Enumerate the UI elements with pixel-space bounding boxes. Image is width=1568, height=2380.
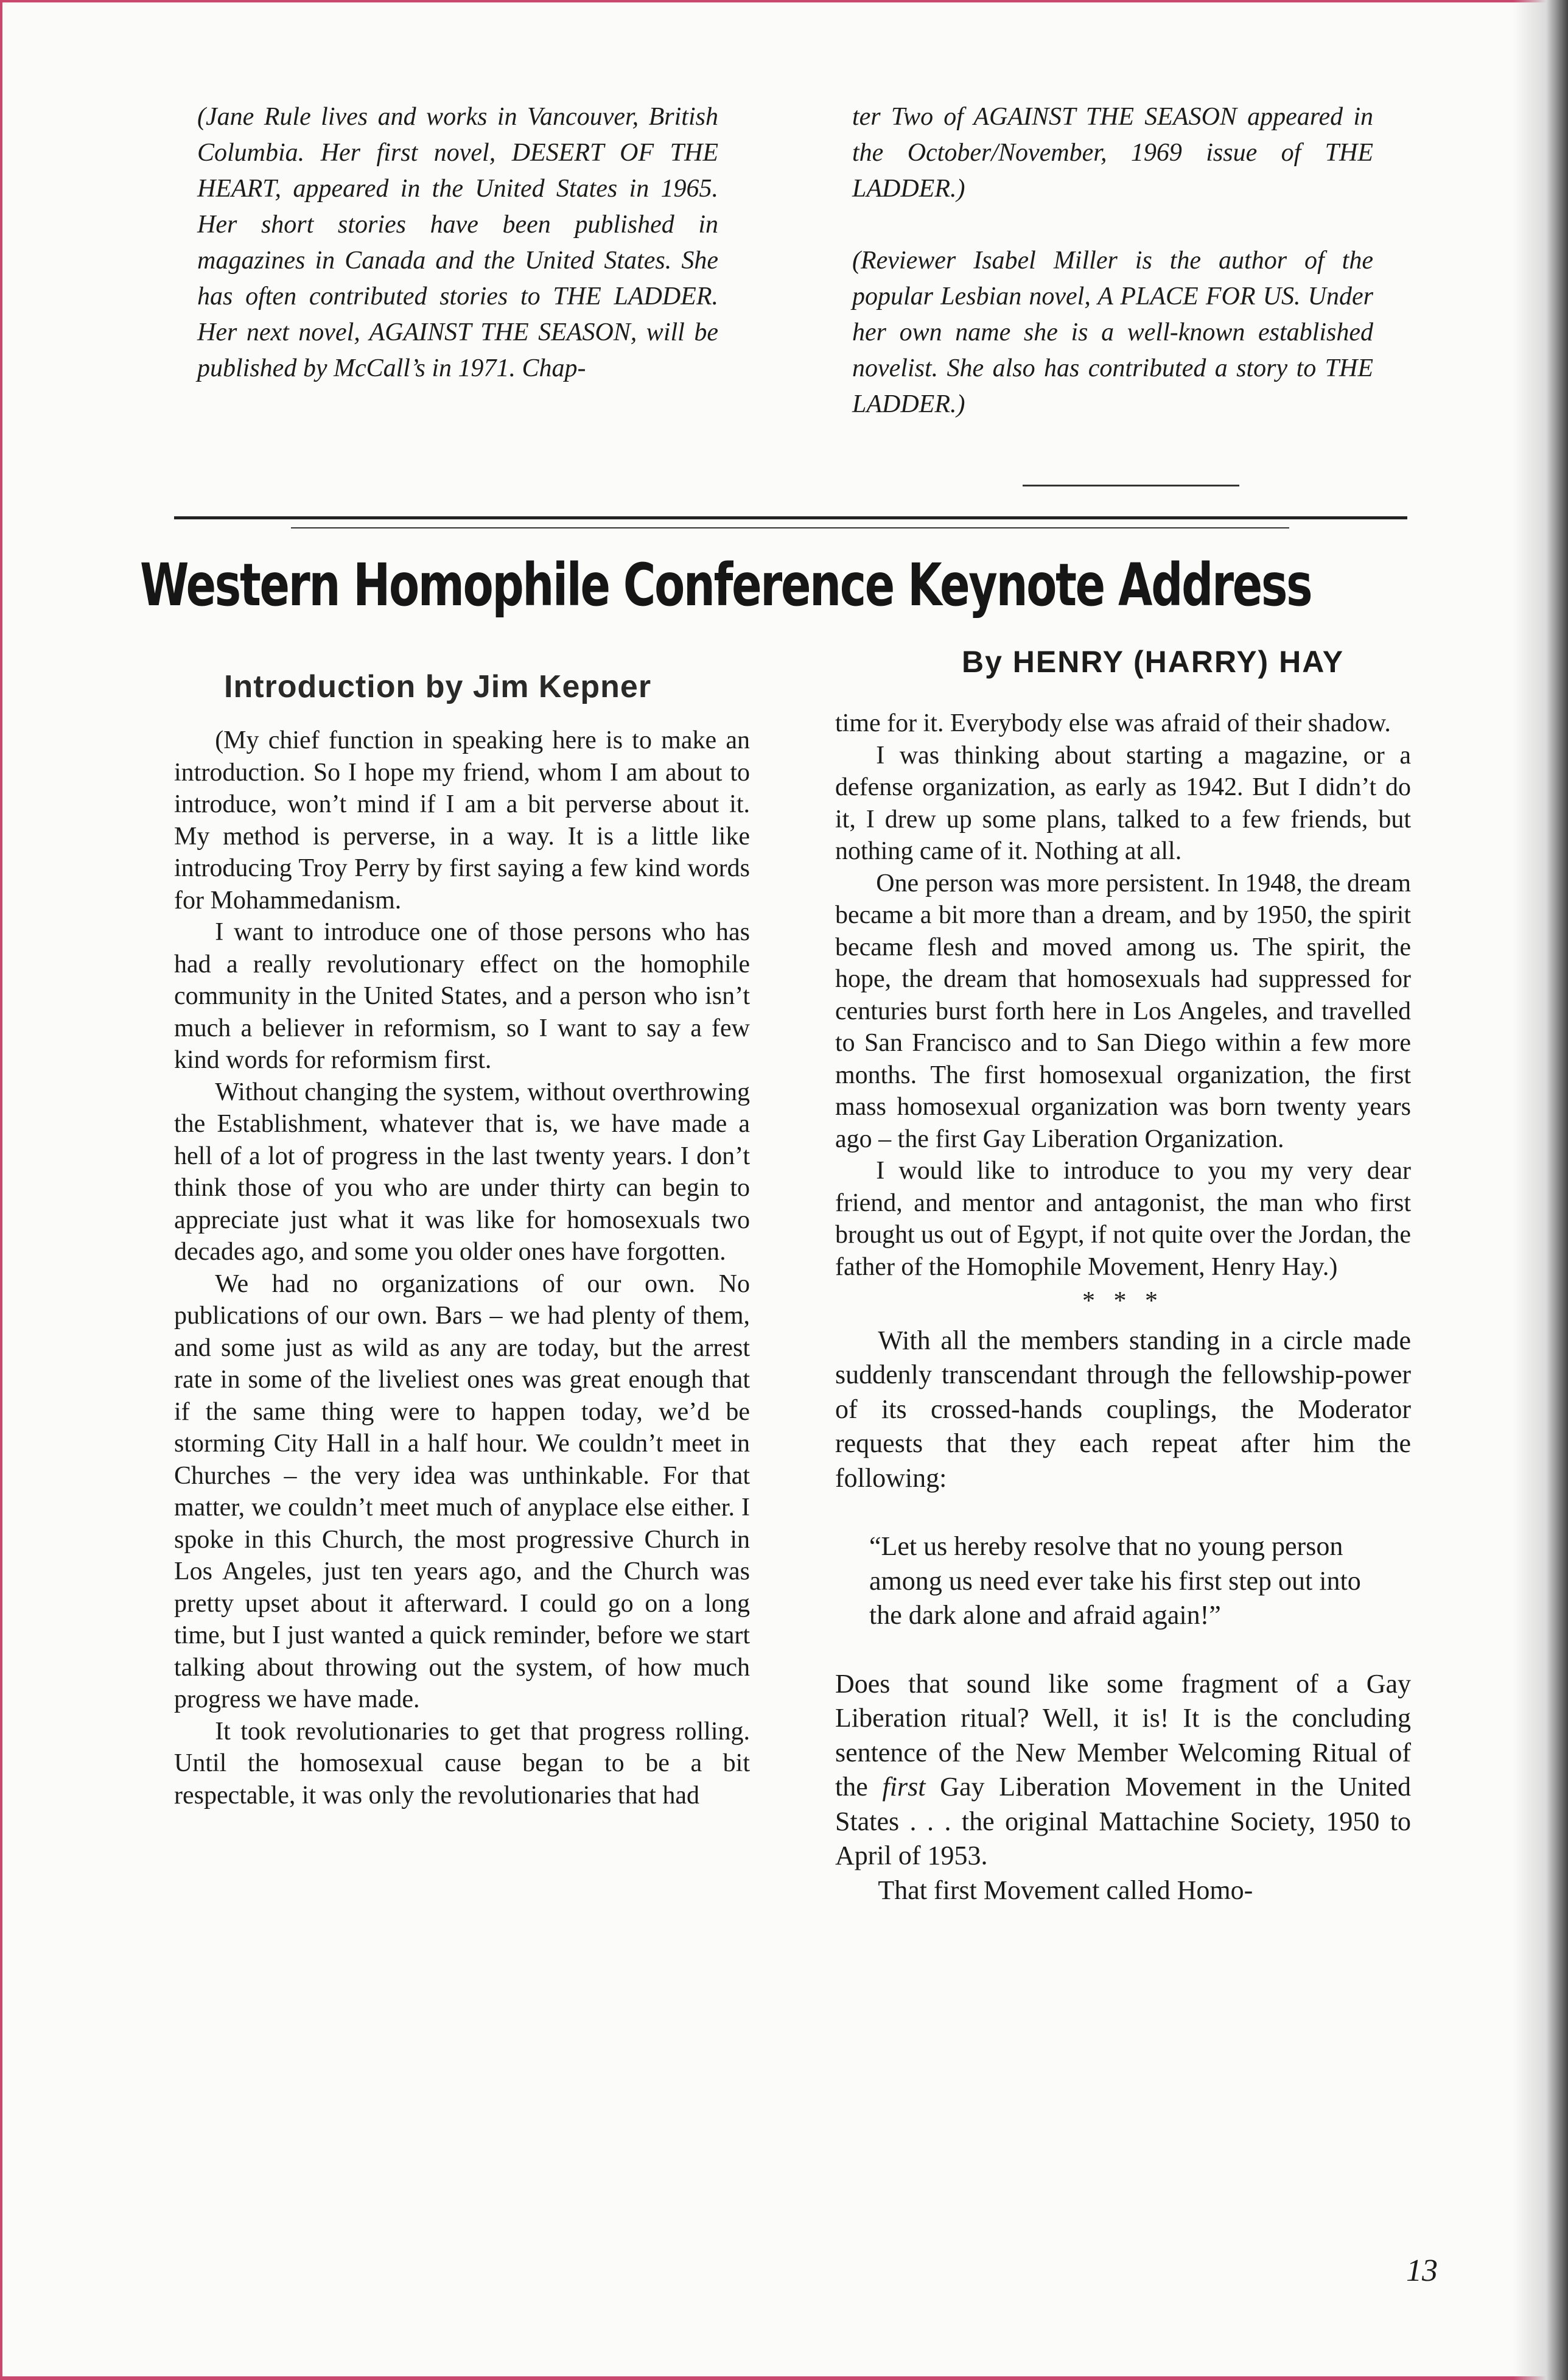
reviewer-bio-text: (Reviewer Isabel Miller is the author of the popular Lesbian novel, A PLACE FOR US. Under her own name she is a well-known established novelist. She also has contributed a story to THE LADDER.) bbox=[852, 247, 1373, 418]
column-right bbox=[835, 707, 1411, 1908]
section-divider-thin bbox=[291, 527, 1289, 528]
paragraph: I was thinking about starting a magazine, or a defense organization, as early as 1942. But I didn’t do it, I drew up some plans, talked to a few friends, but nothing came of it. Nothing at all. bbox=[835, 741, 1411, 865]
address-intro: With all the members standing in a circle made suddenly transcendant through the fellowship-power of its crossed-hands couplings, the Moderator requests that they each repeat after him the following: bbox=[835, 1325, 1411, 1493]
emphasis-text: first bbox=[882, 1772, 926, 1802]
article-headline: Western Homophile Conference Keynote Address bbox=[140, 551, 1312, 619]
top-border bbox=[0, 0, 1568, 2]
left-border bbox=[0, 0, 2, 2380]
paragraph: time for it. Everybody else was afraid of their shadow. bbox=[835, 709, 1391, 737]
bottom-border bbox=[0, 2376, 1568, 2380]
address-paragraph bbox=[835, 1667, 1411, 1873]
paragraph: It took revolutionaries to get that progress rolling. Until the homosexual cause began to be a bit respectable, it was only the revolutionaries that had bbox=[174, 1717, 750, 1810]
article-byline: By HENRY (HARRY) HAY bbox=[962, 645, 1345, 679]
paragraph: Without changing the system, without overthrowing the Establishment, whatever that is, we have made a hell of a lot of progress in the last twenty years. I don’t think those of you who are under thirty can begin to appreciate just what it was like for homosexuals two decades ago, and some you older ones have forgotten. bbox=[174, 1078, 750, 1266]
short-divider bbox=[1023, 485, 1239, 486]
section-separator: * * * bbox=[1082, 1287, 1164, 1315]
paragraph: We had no organizations of our own. No publications of our own. Bars – we had plenty of them, and some just as wild as any are today, but the arrest rate in some of the liveliest ones was great enough that if the same thing were to happen today, we’d be storming City Hall in a half hour. We couldn’t meet in Churches – the very idea was unthinkable. For that matter, we couldn’t meet much of anyplace else either. I spoke in this Church, the most progressive Church in Los Angeles, just ten years ago, and the Church was pretty upset about it afterward. I could go on a long time, but I just wanted a quick reminder, before we start talking about throwing out the system, of how much progress we have made. bbox=[174, 1269, 750, 1713]
address-paragraph: That first Movement called Homo- bbox=[878, 1875, 1253, 1905]
page-edge-shadow bbox=[1513, 0, 1568, 2380]
pledge-quote: “Let us hereby resolve that no young person among us need ever take his first step out into the dark alone and afraid again!” bbox=[869, 1531, 1361, 1630]
paragraph: I want to introduce one of those persons who has had a really revolutionary effect on the homophile community in the United States, and a person who isn’t much a believer in reformism, so I want to say a few kind words for reformism first. bbox=[174, 918, 750, 1074]
author-bio-right bbox=[852, 99, 1373, 423]
author-bio-continuation: ter Two of AGAINST THE SEASON appeared in the October/November, 1969 issue of THE LADDER.) bbox=[852, 103, 1373, 203]
address-text: Does that sound like some fragment of a Gay Liberation ritual? Well, it is! It is the concluding sentence of the New Member Welcoming Ritual of the bbox=[835, 1668, 1411, 1802]
paragraph: I would like to introduce to you my very dear friend, and mentor and antagonist, the man who first brought us out of Egypt, if not quite over the Jordan, the father of the Homophile Movement, Henry Hay.) bbox=[835, 1157, 1412, 1281]
column-left bbox=[174, 725, 750, 1811]
paragraph: One person was more persistent. In 1948, the dream became a bit more than a dream, and by 1950, the spirit became flesh and moved among us. The spirit, the hope, the dream that homosexuals had suppressed for centuries burst forth here in Los Angeles, and travelled to San Francisco and to San Diego within a few more months. The first homosexual organization, the first mass homosexual organization was born twenty years ago – the first Gay Liberation Organization. bbox=[835, 869, 1411, 1153]
paragraph: (My chief function in speaking here is to make an introduction. So I hope my friend, whom I am about to introduce, won’t mind if I am a bit perverse about it. My method is perverse, in a way. It is a little like introducing Troy Perry by first saying a few kind words for Mohammedanism. bbox=[174, 726, 750, 914]
address-text: Gay Liberation Movement in the United States . . . the original Mattachine Society, 1950 to April of 1953. bbox=[835, 1772, 1411, 1870]
section-divider-thick bbox=[174, 516, 1407, 519]
author-bio-text: (Jane Rule lives and works in Vancouver, British Columbia. Her first novel, DESERT OF THE HEART, appeared in the United States in 1965. Her short stories have been published in magazines in Canada and the United States. She has often contributed stories to THE LADDER. Her next novel, AGAINST THE SEASON, will be published by McCall’s in 1971. Chap- bbox=[197, 103, 718, 382]
author-bio-left bbox=[197, 99, 718, 387]
introduction-subhead: Introduction by Jim Kepner bbox=[224, 669, 652, 704]
page-number: 13 bbox=[1406, 2253, 1438, 2288]
